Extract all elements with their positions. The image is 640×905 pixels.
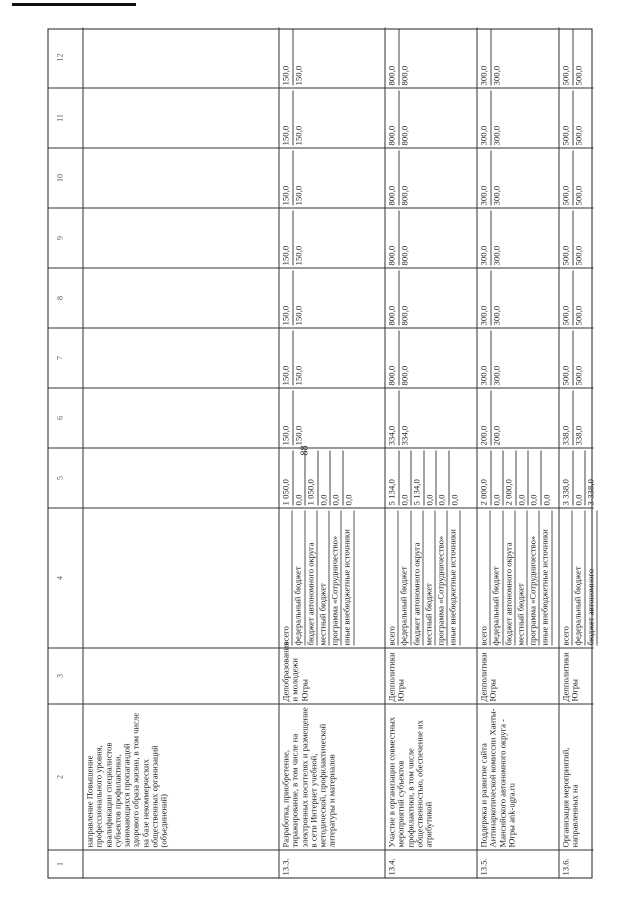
source-label: бюджет автономного округа: [412, 510, 423, 645]
year-values: [386, 207, 477, 267]
year-values: [478, 267, 559, 327]
year-values: [478, 147, 559, 207]
year-values: [560, 207, 594, 267]
source-label: местный бюджет: [516, 510, 527, 645]
year-value: 150,0: [282, 330, 294, 385]
source-label: программа «Сотрудничество»: [437, 510, 448, 645]
total-value: 2 000,0: [505, 450, 517, 505]
total-value: 5 134,0: [413, 450, 425, 505]
year-value: 300,0: [480, 90, 492, 145]
executor: Депполитики Югры: [386, 647, 477, 703]
column-number: 6: [49, 387, 83, 447]
table-row: [559, 27, 594, 877]
year-value: 334,0: [388, 390, 400, 445]
year-values: [386, 327, 477, 387]
funding-sources: [478, 507, 559, 647]
total-values: [478, 447, 559, 507]
year-value: 800,0: [399, 305, 409, 325]
year-value: 500,0: [573, 245, 583, 265]
year-value: 338,0: [562, 390, 574, 445]
year-value: 500,0: [562, 270, 574, 325]
total-values: [560, 447, 594, 507]
row-number: 13.5.: [478, 849, 559, 877]
year-values: [560, 387, 594, 447]
row-number-cell: [84, 849, 279, 877]
empty-cell: [84, 507, 279, 647]
measure-name: Разработка, приобретение, тиражирование, в том числе на электронных носителях и размещение в сети Интернет учебной, методической, профилактической литературы и материалов: [280, 703, 385, 849]
row-number: 13.6.: [560, 849, 594, 877]
top-rule: [12, 3, 136, 6]
year-value: 500,0: [573, 125, 583, 145]
year-value: 500,0: [562, 210, 574, 265]
year-value: 338,0: [573, 425, 583, 445]
source-label: иные внебюджетные источники: [343, 510, 354, 645]
year-value: 150,0: [293, 185, 303, 205]
column-number: 4: [49, 507, 83, 647]
year-value: 300,0: [491, 305, 501, 325]
year-values: [560, 147, 594, 207]
executor: Депполитики Югры: [478, 647, 559, 703]
table-row: [385, 27, 477, 877]
column-number: 1: [49, 849, 83, 877]
source-label: федеральный бюджет: [400, 510, 411, 645]
year-values: [280, 387, 385, 447]
total-value: 0,0: [492, 450, 504, 505]
year-values: [280, 327, 385, 387]
source-label: федеральный бюджет: [294, 510, 305, 645]
year-values: [386, 387, 477, 447]
year-values: [560, 327, 594, 387]
total-value: 0,0: [541, 494, 551, 505]
year-values: [560, 27, 594, 87]
year-value: 800,0: [399, 365, 409, 385]
total-values: [280, 447, 385, 507]
measure-name: Организация мероприятий, направленных на: [560, 703, 594, 849]
row-number: 13.3.: [280, 849, 385, 877]
year-value: 150,0: [282, 390, 294, 445]
empty-cell: [84, 87, 279, 147]
funding-sources: [560, 507, 594, 647]
continuation-row: [83, 27, 279, 877]
source-label: местный бюджет: [318, 510, 329, 645]
table-row: [279, 27, 385, 877]
year-value: 800,0: [388, 150, 400, 205]
year-value: 150,0: [282, 150, 294, 205]
year-values: [386, 27, 477, 87]
year-values: [280, 27, 385, 87]
year-value: 800,0: [399, 65, 409, 85]
year-value: 800,0: [388, 330, 400, 385]
source-label: федеральный бюджет: [574, 510, 585, 645]
total-value: 3 338,0: [562, 450, 574, 505]
year-value: 800,0: [388, 90, 400, 145]
year-value: 334,0: [399, 425, 409, 445]
empty-cell: [84, 267, 279, 327]
year-value: 800,0: [388, 210, 400, 265]
total-value: 0,0: [574, 450, 586, 505]
year-values: [280, 267, 385, 327]
funding-sources: [386, 507, 477, 647]
year-value: 500,0: [562, 29, 574, 85]
year-values: [280, 207, 385, 267]
source-label: иные внебюджетные источники: [541, 510, 552, 645]
total-value: 0,0: [449, 494, 459, 505]
source-label: бюджет автономного: [586, 510, 597, 645]
year-value: 300,0: [491, 185, 501, 205]
total-value: 0,0: [425, 450, 437, 505]
source-label: программа «Сотрудничество»: [529, 510, 540, 645]
year-value: 500,0: [562, 90, 574, 145]
funding-sources: [280, 507, 385, 647]
empty-cell: [84, 27, 279, 87]
column-number: 2: [49, 703, 83, 849]
year-values: [478, 207, 559, 267]
column-number: 8: [49, 267, 83, 327]
year-values: [386, 267, 477, 327]
total-value: 1 050,0: [282, 450, 294, 505]
row-number: 13.4.: [386, 849, 477, 877]
measure-name: Поддержка и развитие сайта Антинаркотической комиссии Ханты-Мансийского автономного округа - Югры ank-ugra.ru: [478, 703, 559, 849]
year-value: 150,0: [293, 125, 303, 145]
page-number: 88: [299, 445, 311, 456]
source-label: всего: [480, 510, 491, 645]
source-label: всего: [388, 510, 399, 645]
column-number: 7: [49, 327, 83, 387]
year-values: [478, 387, 559, 447]
year-values: [386, 87, 477, 147]
year-value: 500,0: [562, 330, 574, 385]
year-value: 300,0: [491, 365, 501, 385]
year-value: 300,0: [480, 210, 492, 265]
empty-cell: [84, 207, 279, 267]
source-label: бюджет автономного округа: [504, 510, 515, 645]
year-values: [560, 267, 594, 327]
source-label: программа «Сотрудничество»: [331, 510, 342, 645]
year-value: 150,0: [293, 425, 303, 445]
year-values: [280, 147, 385, 207]
year-values: [478, 327, 559, 387]
year-value: 500,0: [573, 365, 583, 385]
year-value: 150,0: [282, 29, 294, 85]
source-label: всего: [282, 510, 293, 645]
year-value: 800,0: [388, 29, 400, 85]
total-value: 0,0: [400, 450, 412, 505]
year-value: 150,0: [293, 365, 303, 385]
column-number-row: [49, 27, 83, 877]
column-number: 12: [55, 53, 65, 61]
year-value: 800,0: [399, 185, 409, 205]
year-values: [478, 87, 559, 147]
year-value: 150,0: [282, 90, 294, 145]
year-value: 500,0: [573, 185, 583, 205]
year-value: 200,0: [480, 390, 492, 445]
year-value: 300,0: [491, 125, 501, 145]
year-value: 800,0: [388, 270, 400, 325]
year-values: [560, 87, 594, 147]
year-value: 800,0: [399, 245, 409, 265]
year-value: 800,0: [399, 125, 409, 145]
year-value: 150,0: [282, 210, 294, 265]
source-label: иные внебюджетные источники: [449, 510, 460, 645]
year-value: 300,0: [480, 29, 492, 85]
executor: Депполитики Югры: [560, 647, 594, 703]
year-value: 500,0: [573, 65, 583, 85]
empty-cell: [84, 327, 279, 387]
year-value: 150,0: [293, 245, 303, 265]
year-value: 500,0: [562, 150, 574, 205]
total-value: 2 000,0: [480, 450, 492, 505]
total-value: 0,0: [438, 450, 450, 505]
year-value: 300,0: [480, 150, 492, 205]
total-value: 0,0: [530, 450, 542, 505]
source-label: бюджет автономного округа: [306, 510, 317, 645]
column-number: 5: [49, 447, 83, 507]
year-values: [280, 87, 385, 147]
source-label: местный бюджет: [424, 510, 435, 645]
total-value: 0,0: [332, 450, 344, 505]
year-value: 150,0: [293, 305, 303, 325]
column-number: 10: [49, 147, 83, 207]
year-value: 300,0: [480, 330, 492, 385]
total-value: 0,0: [517, 450, 529, 505]
empty-cell: [84, 387, 279, 447]
source-label: федеральный бюджет: [492, 510, 503, 645]
column-number: 3: [49, 647, 83, 703]
column-number: 9: [49, 207, 83, 267]
year-value: 300,0: [491, 245, 501, 265]
year-value: 300,0: [480, 270, 492, 325]
total-value: 0,0: [319, 450, 331, 505]
total-value: 0,0: [343, 494, 353, 505]
budget-table: [48, 28, 596, 878]
measure-name: Участие в организации совместных мероприятий субъектов профилактики, в том числе общественностью, обеспечение их атрибутикой: [386, 703, 477, 849]
rotated-page: [48, 28, 596, 878]
year-values: [478, 27, 559, 87]
total-value: 3 338,0: [585, 478, 596, 505]
executor: Депобразования и молодежи Югры: [280, 647, 385, 703]
year-values: [386, 147, 477, 207]
year-value: 200,0: [491, 425, 501, 445]
continuation-text: направление Повышение профессионального уровня, квалификации специалистов субъектов профилактики, занимающихся пропагандой здорового образа жизни, в том числе на базе некоммерческих общественных организаций (объединений): [84, 703, 279, 849]
source-label: всего: [562, 510, 573, 645]
year-value: 300,0: [491, 65, 501, 85]
table-row: [477, 27, 559, 877]
total-value: 5 134,0: [388, 450, 400, 505]
total-value: 1 050,0: [307, 450, 319, 505]
column-number: 11: [49, 87, 83, 147]
total-values: [386, 447, 477, 507]
empty-cell: [84, 647, 279, 703]
year-value: 150,0: [282, 270, 294, 325]
total-value: 0,0: [294, 450, 306, 505]
empty-cell: [84, 147, 279, 207]
empty-cell: [84, 447, 279, 507]
year-value: 150,0: [293, 65, 303, 85]
year-value: 500,0: [573, 305, 583, 325]
